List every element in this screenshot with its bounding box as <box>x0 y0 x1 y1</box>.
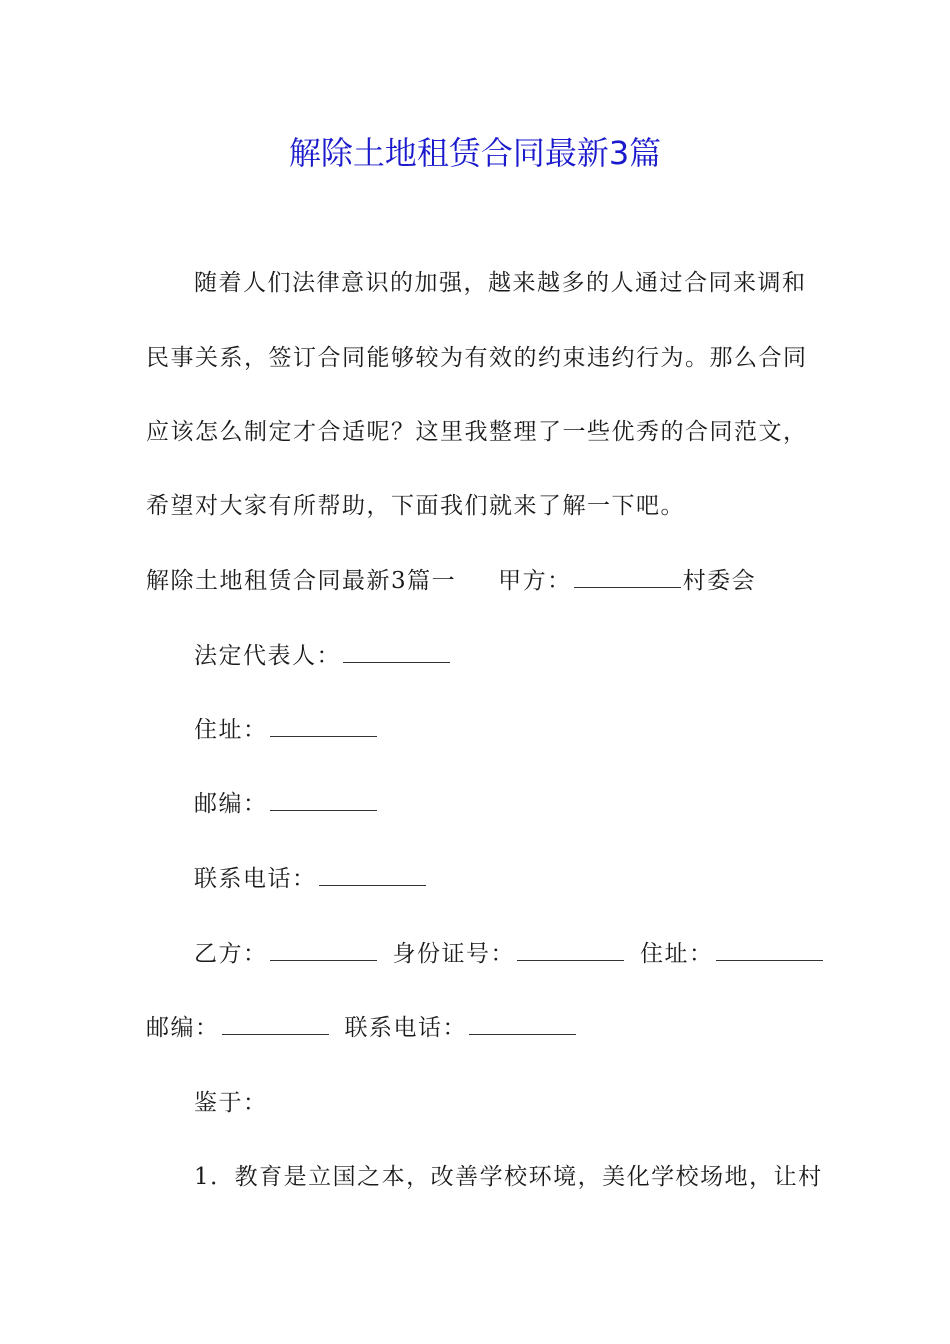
party-b-blank <box>270 936 377 961</box>
whereas-line: 鉴于： <box>194 1090 268 1116</box>
address-label: 住址： <box>194 717 268 743</box>
postcode-label: 邮编： <box>194 791 268 817</box>
postcode-line <box>194 786 379 822</box>
phone-blank <box>319 861 426 886</box>
party-b-contact-line <box>146 1010 578 1046</box>
party-b-label: 乙方： <box>194 941 268 967</box>
party-a-suffix: 村委会 <box>682 568 757 594</box>
party-a-blank <box>574 563 681 588</box>
section-heading: 解除土地租赁合同最新3篇一 <box>146 568 457 594</box>
party-b-postcode-blank <box>222 1010 329 1035</box>
clause-1-line: 1．教育是立国之本，改善学校环境，美化学校场地，让村 <box>194 1164 823 1190</box>
intro-line-2: 民事关系，签订合同能够较为有效的约束违约行为。那么合同 <box>146 345 808 371</box>
party-b-phone-label: 联系电话： <box>344 1015 467 1041</box>
document-title: 解除土地租赁合同最新3篇 <box>288 134 662 172</box>
address-line <box>194 712 379 748</box>
party-b-phone-blank <box>469 1010 576 1035</box>
address-blank <box>270 712 377 737</box>
party-b-postcode-label: 邮编： <box>146 1015 220 1041</box>
phone-line <box>194 861 428 897</box>
phone-label: 联系电话： <box>194 866 317 892</box>
intro-line-1: 随着人们法律意识的加强，越来越多的人通过合同来调和 <box>194 270 807 296</box>
legal-rep-blank <box>343 638 450 663</box>
intro-line-3: 应该怎么制定才合适呢？这里我整理了一些优秀的合同范文， <box>146 419 808 445</box>
party-b-address-blank <box>716 936 823 961</box>
party-a-label: 甲方： <box>498 568 572 594</box>
id-number-blank <box>517 936 624 961</box>
party-b-address-label: 住址： <box>640 941 714 967</box>
party-b-line <box>194 936 825 972</box>
legal-rep-label: 法定代表人： <box>194 643 341 669</box>
section-heading-line <box>146 563 756 599</box>
postcode-blank <box>270 786 377 811</box>
legal-rep-line <box>194 638 452 674</box>
intro-line-4: 希望对大家有所帮助，下面我们就来了解一下吧。 <box>146 493 685 519</box>
id-number-label: 身份证号： <box>392 941 515 967</box>
